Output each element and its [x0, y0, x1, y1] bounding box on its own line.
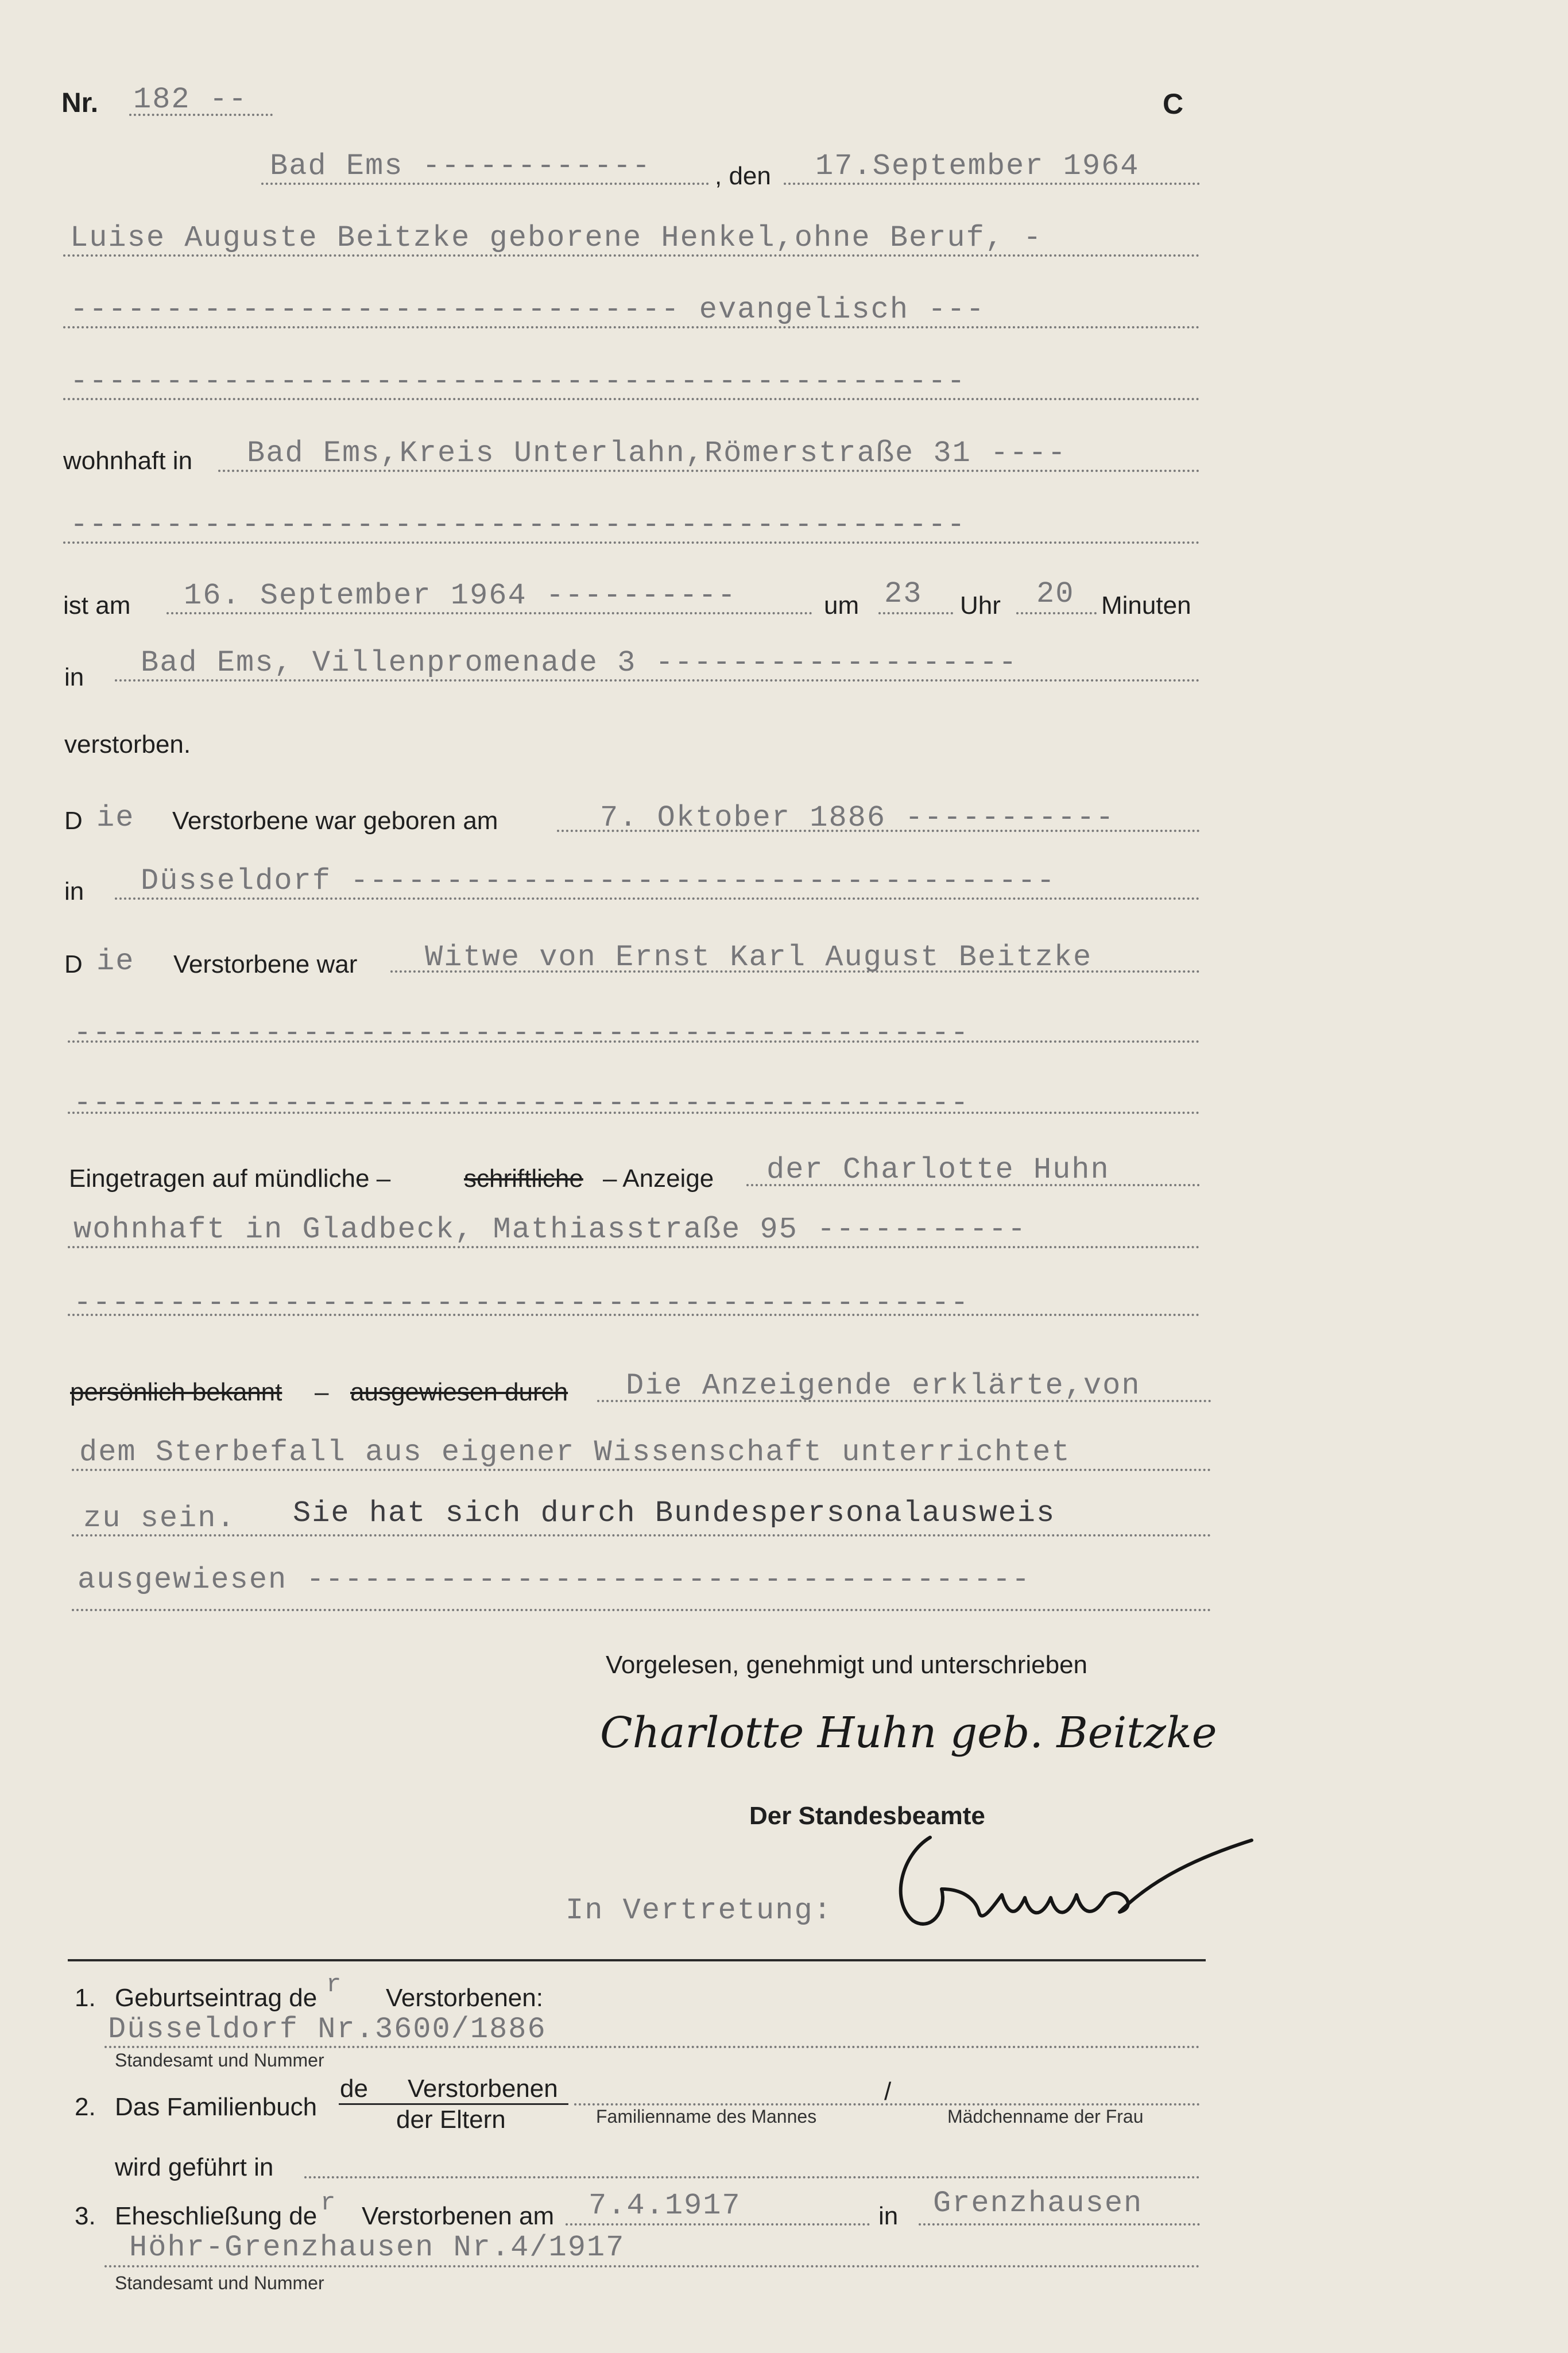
item3-caption: Standesamt und Nummer: [115, 2273, 324, 2293]
birth-date: 7. Oktober 1886 -----------: [600, 801, 1115, 835]
um-label: um: [824, 591, 860, 620]
status-d-label: D: [64, 950, 83, 978]
item3-sup: r: [320, 2189, 337, 2217]
item1-caption: Standesamt und Nummer: [115, 2050, 324, 2071]
registration-filler-line: -----------------------------------------------: [73, 1286, 970, 1320]
identity-line3: zu sein.: [83, 1501, 236, 1535]
item3-label-a: Eheschließung de: [115, 2202, 318, 2230]
item2-label: Das Familienbuch: [115, 2093, 318, 2121]
identity-line3-dark: Sie hat sich durch Bundespersonalausweis: [293, 1496, 1056, 1530]
minuten-label: Minuten: [1101, 591, 1191, 620]
identity-line2: dem Sterbefall aus eigener Wissenschaft unterrichtet: [79, 1435, 1071, 1469]
identity-line1-dots: [597, 1400, 1211, 1402]
official-signature: Gammer: [1091, 1846, 1141, 1860]
identity-line4-dots: [72, 1609, 1211, 1611]
item2-fraction-line: [339, 2103, 568, 2105]
death-minutes: 20: [1036, 577, 1075, 611]
item2-line2-dots: [304, 2176, 1200, 2178]
place-dotted-line: [261, 183, 709, 185]
informant-name: der Charlotte Huhn: [766, 1153, 1110, 1187]
form-letter: C: [1163, 88, 1184, 120]
identity-label-dash: –: [315, 1378, 329, 1406]
hour-dots: [878, 612, 953, 614]
nr-label: Nr.: [61, 88, 99, 118]
date-dotted-line: [784, 183, 1200, 185]
item3-in-label: in: [878, 2202, 899, 2230]
marriage-place: Grenzhausen: [933, 2186, 1143, 2220]
item2-line2-label: wird geführt in: [115, 2153, 274, 2181]
birth-place: Düsseldorf -------------------------------------: [141, 864, 1056, 898]
registration-label-a: Eingetragen auf mündliche –: [69, 1164, 391, 1193]
item1-label-a: Geburtseintrag de: [115, 1984, 318, 2012]
identity-label-struck1: persönlich bekannt: [70, 1378, 282, 1406]
item2-separator: /: [884, 2077, 892, 2106]
identity-line4: ausgewiesen --------------------------------------: [78, 1563, 1031, 1597]
informant-address-dots: [68, 1246, 1200, 1248]
marriage-place-dots: [919, 2223, 1200, 2226]
item2-caption-husband: Familienname des Mannes: [596, 2106, 817, 2127]
birth-label: Verstorbene war geboren am: [172, 807, 498, 835]
nr-value: 182 --: [133, 83, 248, 117]
item2-top-verstorbenen: Verstorbenen: [408, 2075, 558, 2103]
residence-value: Bad Ems,Kreis Unterlahn,Römerstraße 31 ----: [247, 436, 1067, 470]
identity-line2-dots: [72, 1469, 1211, 1471]
identity-label-struck2: ausgewiesen durch: [350, 1378, 568, 1406]
person-line2-dots: [63, 326, 1200, 328]
informant-address: wohnhaft in Gladbeck, Mathiasstraße 95 -----------: [73, 1213, 1027, 1247]
item3-number: 3.: [75, 2202, 96, 2230]
status-filler-line2: -----------------------------------------------: [73, 1086, 970, 1120]
registration-label-struck: schriftliche: [464, 1164, 583, 1193]
informant-dots: [746, 1184, 1200, 1186]
person-line3-dots: [63, 398, 1200, 400]
item3-label-b: Verstorbenen am: [362, 2202, 555, 2230]
registration-label-b: – Anzeige: [603, 1164, 714, 1193]
uhr-label: Uhr: [960, 591, 1001, 620]
informant-signature: Charlotte Huhn geb. Beitzke: [600, 1708, 1217, 1758]
item1-number: 1.: [75, 1984, 96, 2012]
registration-place: Bad Ems ------------: [270, 149, 652, 183]
nr-dotted-line: [129, 114, 273, 116]
birth-d-label: D: [64, 807, 83, 835]
birth-place-dots: [115, 897, 1200, 900]
item2-bottom-eltern: der Eltern: [396, 2106, 506, 2134]
residence-label: wohnhaft in: [63, 447, 193, 475]
item1-sup: r: [326, 1971, 343, 1999]
person-filler-line: -----------------------------------------------: [70, 365, 966, 398]
deceased-name-line: Luise Auguste Beitzke geborene Henkel,ohne Beruf, -: [70, 221, 1043, 255]
person-line1-dots: [63, 254, 1200, 257]
item2-dots: [574, 2103, 1200, 2106]
status-dots: [390, 970, 1200, 973]
death-hour: 23: [884, 577, 923, 611]
birth-date-dots: [557, 830, 1200, 832]
status-line3-dots: [68, 1112, 1200, 1114]
read-approved-label: Vorgelesen, genehmigt und unterschrieben: [606, 1651, 1088, 1679]
registration-line3-dots: [68, 1314, 1200, 1316]
religion-line: -------------------------------- evangelisch ---: [70, 293, 985, 327]
item1-label-b: Verstorbenen:: [386, 1984, 543, 2012]
marriage-date-dots: [566, 2223, 870, 2226]
death-place-dots: [115, 679, 1200, 682]
residence-filler-line: -----------------------------------------------: [70, 508, 966, 542]
status-line2-dots: [68, 1040, 1200, 1043]
status-filler-line1: -----------------------------------------------: [73, 1016, 970, 1050]
item3-value: Höhr-Grenzhausen Nr.4/1917: [129, 2231, 625, 2265]
death-in-label: in: [64, 663, 84, 691]
death-date-dots: [167, 612, 812, 614]
item1-value: Düsseldorf Nr.3600/1886: [108, 2013, 547, 2046]
death-place: Bad Ems, Villenpromenade 3 -------------------: [141, 646, 1018, 680]
birth-in-label: in: [64, 877, 84, 905]
item2-caption-wife: Mädchenname der Frau: [947, 2106, 1144, 2127]
footer-rule: [68, 1959, 1206, 1961]
den-label: , den: [715, 162, 771, 190]
registration-date: 17.September 1964: [815, 149, 1140, 183]
marital-status: Witwe von Ernst Karl August Beitzke: [425, 941, 1093, 974]
marriage-date: 7.4.1917: [589, 2189, 741, 2223]
item2-top-de: de: [340, 2075, 368, 2103]
identity-line1: Die Anzeigende erklärte,von: [626, 1369, 1141, 1403]
item2-number: 2.: [75, 2093, 96, 2121]
official-signature-flourish: [878, 1814, 1269, 1941]
verstorben-label: verstorben.: [64, 730, 191, 758]
identity-line3-dots: [72, 1534, 1211, 1537]
item3-dots: [104, 2265, 1200, 2267]
death-date: 16. September 1964 ----------: [184, 579, 737, 613]
ist-am-label: ist am: [63, 591, 131, 620]
item1-dots: [104, 2046, 1200, 2048]
residence-line2-dots: [63, 541, 1200, 544]
status-label: Verstorbene war: [173, 950, 358, 978]
official-label: Der Standesbeamte: [749, 1802, 985, 1830]
in-vertretung-label: In Vertretung:: [566, 1894, 833, 1928]
birth-d-suffix: ie: [96, 801, 135, 835]
residence-dots: [218, 470, 1200, 472]
status-d-suffix: ie: [96, 945, 135, 978]
minutes-dots: [1016, 612, 1097, 614]
